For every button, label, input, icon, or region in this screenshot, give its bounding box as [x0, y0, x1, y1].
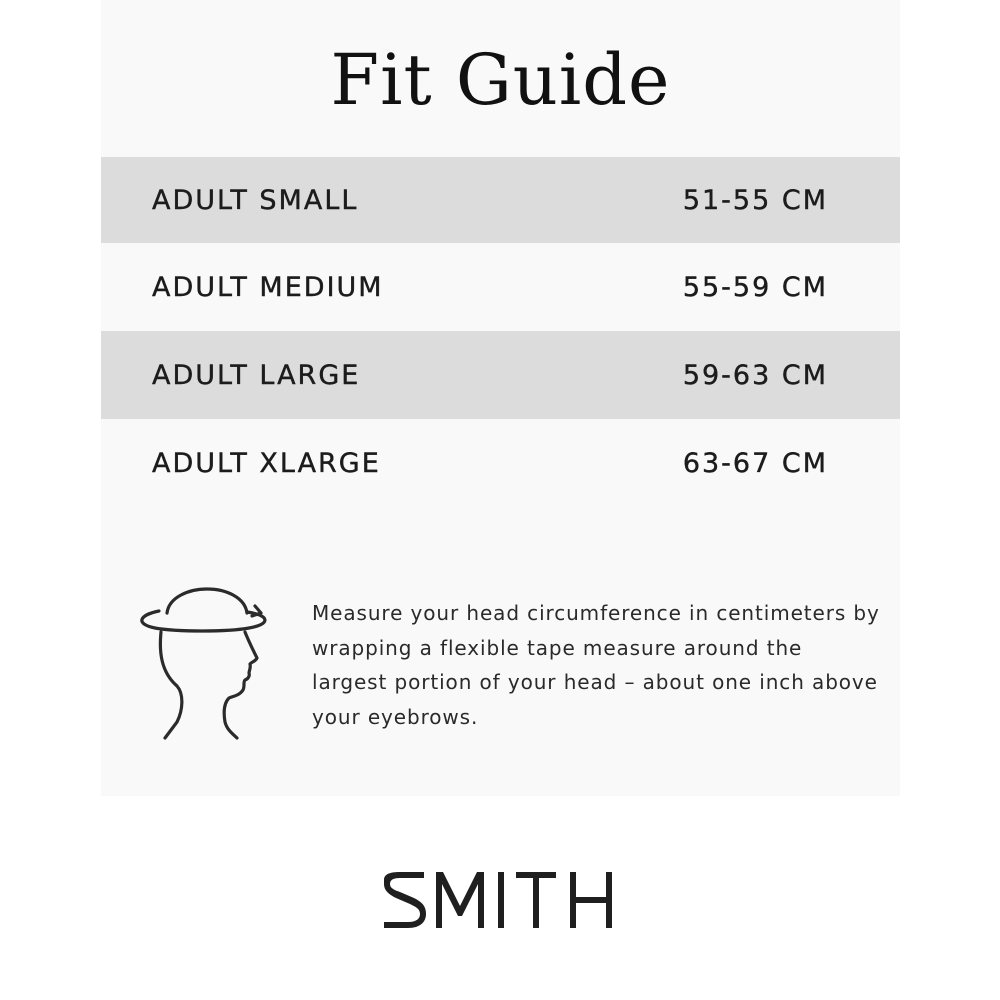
size-name: ADULT XLARGE — [152, 447, 381, 479]
size-range: 63-67 CM — [682, 447, 828, 479]
size-name: ADULT MEDIUM — [152, 271, 384, 303]
size-name: ADULT SMALL — [152, 184, 359, 216]
measure-instructions-text: Measure your head circumference in centimeters by wrapping a flexible tape measure around the largest portion of your head – about one inch above your eyebrows. — [312, 601, 880, 729]
table-row — [101, 243, 900, 331]
table-row — [101, 331, 900, 419]
table-row — [101, 157, 900, 243]
page-title: Fit Guide — [330, 39, 671, 121]
table-row — [101, 419, 900, 507]
head-measure-icon — [137, 582, 277, 744]
size-range: 55-59 CM — [682, 271, 828, 303]
size-range: 59-63 CM — [682, 359, 828, 391]
size-name: ADULT LARGE — [152, 359, 361, 391]
size-range: 51-55 CM — [682, 184, 828, 216]
brand-logo — [0, 860, 1000, 940]
fit-guide-panel — [101, 0, 900, 796]
measure-instructions — [101, 580, 900, 750]
size-table — [101, 157, 900, 507]
smith-logo — [380, 870, 620, 930]
